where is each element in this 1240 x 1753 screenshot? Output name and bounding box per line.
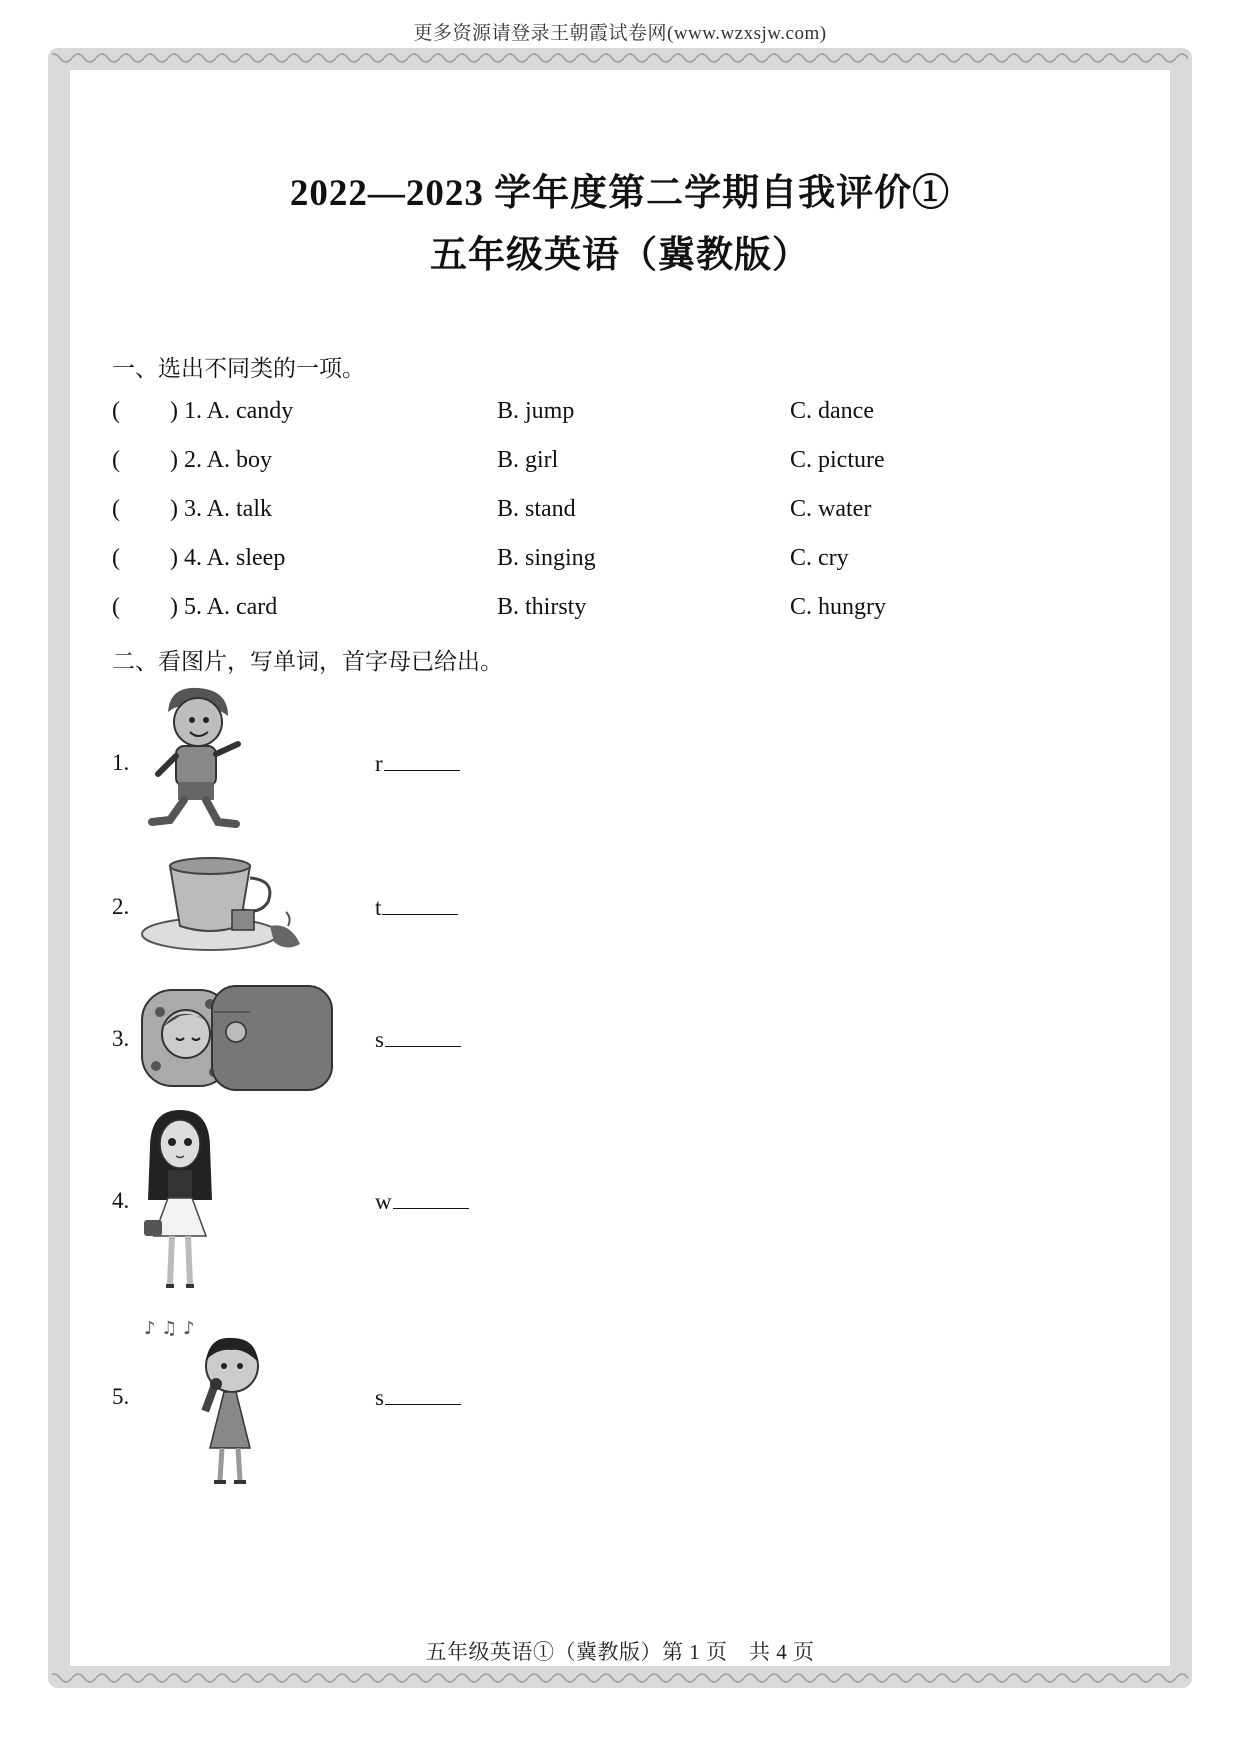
question-option-c: C. hungry	[790, 594, 886, 620]
picture-item	[112, 982, 1112, 1094]
answer-blank[interactable]: s	[375, 1026, 461, 1053]
svg-text:♪ ♫ ♪: ♪ ♫ ♪	[144, 1318, 195, 1339]
paren-open: (	[112, 496, 120, 522]
answer-blank[interactable]: s	[375, 1384, 461, 1411]
picture-item	[112, 1108, 1112, 1294]
sleeping-child-icon	[140, 982, 336, 1094]
item-number: 2.	[112, 894, 130, 919]
picture-item	[112, 852, 1112, 962]
running-boy-icon	[140, 682, 250, 840]
question-row	[112, 594, 1112, 626]
paren-open: (	[112, 594, 120, 620]
question-option-a: ) 2. A. boy	[170, 447, 272, 473]
section1-heading: 一、选出不同类的一项。	[112, 356, 365, 382]
question-row	[112, 496, 1112, 528]
section2-heading: 二、看图片，写单词，首字母已给出。	[112, 649, 503, 675]
picture-item	[112, 682, 1112, 842]
question-option-c: C. dance	[790, 398, 874, 424]
answer-blank[interactable]: t	[375, 894, 458, 921]
woman-icon	[140, 1108, 220, 1294]
item-number: 3.	[112, 1026, 130, 1051]
question-option-a: ) 5. A. card	[170, 594, 278, 620]
header-note: 更多资源请登录王朝霞试卷网(www.wzxsjw.com)	[413, 23, 827, 44]
paren-open: (	[112, 545, 120, 571]
answer-blank[interactable]: w	[375, 1188, 469, 1215]
question-option-c: C. picture	[790, 447, 885, 473]
question-option-a: ) 4. A. sleep	[170, 545, 286, 571]
item-number: 1.	[112, 750, 130, 775]
question-option-c: C. cry	[790, 545, 849, 571]
question-option-a: ) 1. A. candy	[170, 398, 294, 424]
question-option-b: B. girl	[497, 447, 559, 473]
picture-item	[112, 1308, 1112, 1488]
question-option-b: B. stand	[497, 496, 576, 522]
question-option-c: C. water	[790, 496, 872, 522]
item-number: 5.	[112, 1384, 130, 1409]
item-number: 4.	[112, 1188, 130, 1213]
page-footer: 五年级英语①（冀教版）第 1 页 共 4 页	[425, 1640, 815, 1664]
question-row	[112, 398, 1112, 430]
tea-cup-icon	[140, 852, 310, 960]
question-option-a: ) 3. A. talk	[170, 496, 272, 522]
paren-open: (	[112, 447, 120, 473]
question-option-b: B. thirsty	[497, 594, 587, 620]
question-option-b: B. singing	[497, 545, 596, 571]
question-row	[112, 447, 1112, 479]
question-row	[112, 545, 1112, 577]
page-subtitle: 五年级英语（冀教版）	[430, 235, 810, 276]
page-title: 2022—2023 学年度第二学期自我评价①	[289, 173, 951, 214]
singing-girl-icon	[140, 1308, 290, 1488]
answer-blank[interactable]: r	[375, 750, 460, 777]
paren-open: (	[112, 398, 120, 424]
question-option-b: B. jump	[497, 398, 575, 424]
